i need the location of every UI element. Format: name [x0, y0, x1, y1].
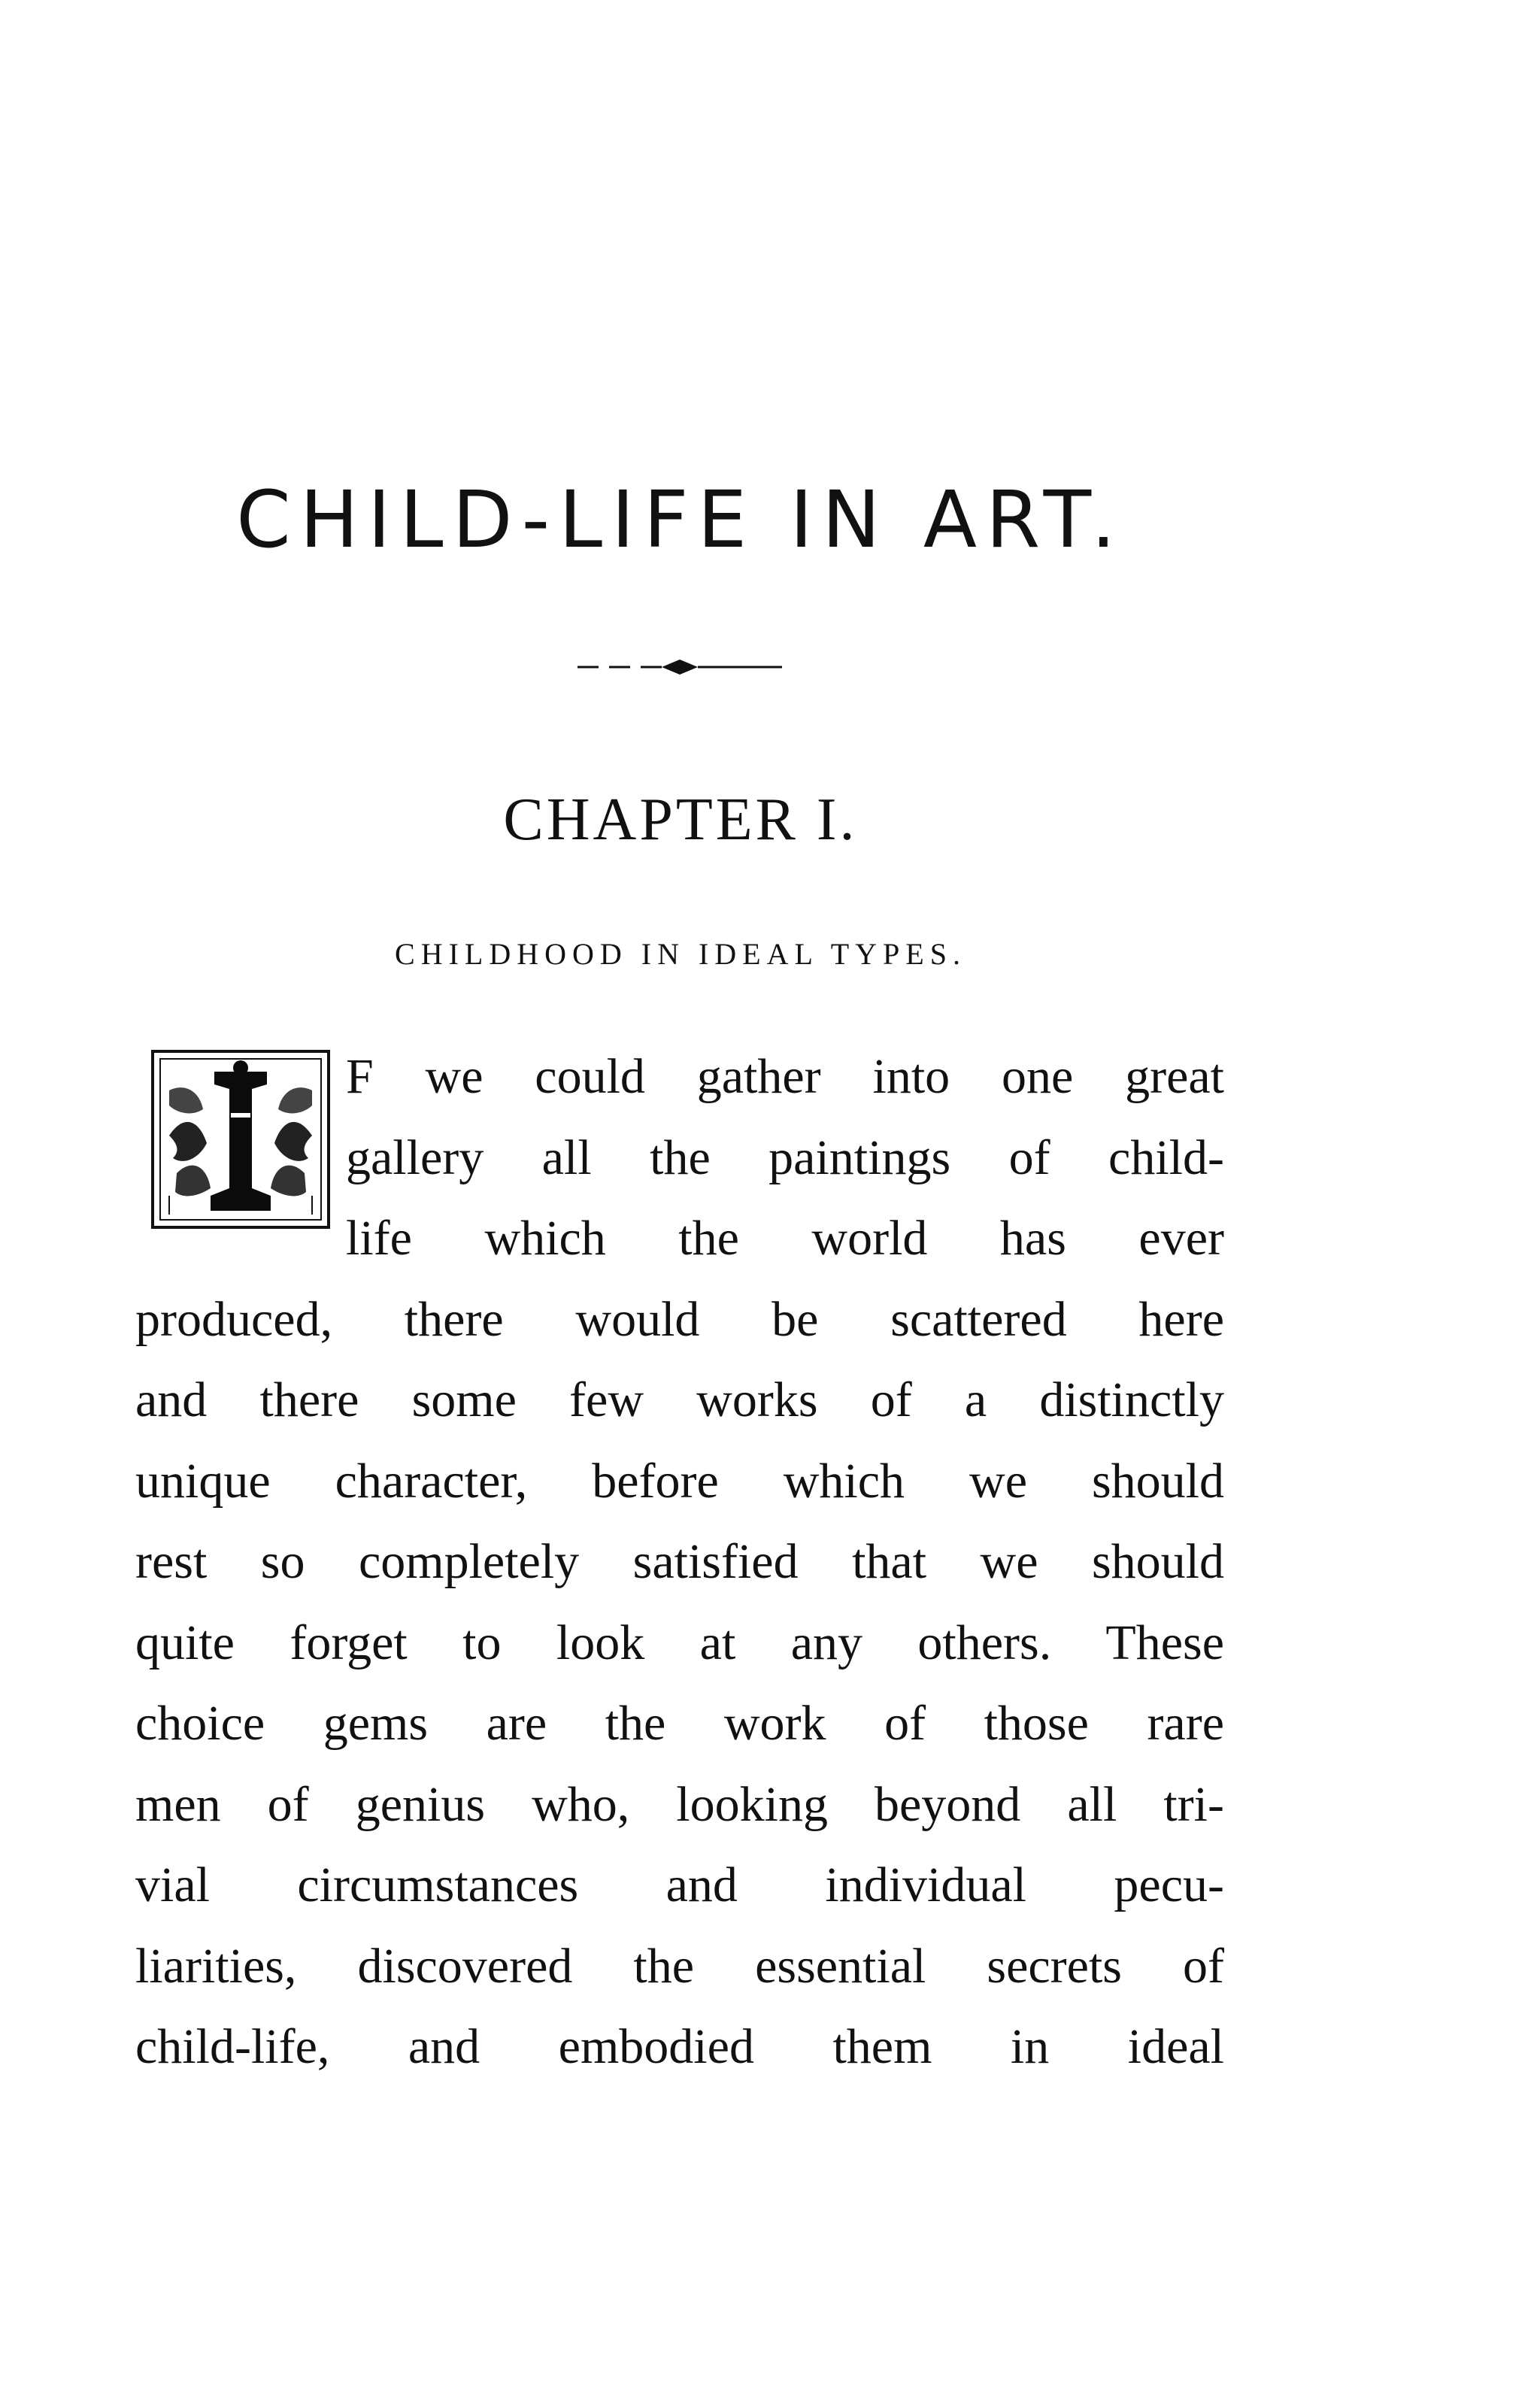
paragraph-line: choice gems are the work of those rare: [135, 1696, 1224, 1751]
paragraph-line: produced, there would be scattered here: [135, 1291, 1224, 1347]
chapter-heading: CHAPTER I.: [503, 787, 858, 853]
paragraph-line: unique character, before which we should: [135, 1453, 1224, 1509]
chapter-subtitle: CHILDHOOD IN IDEAL TYPES.: [395, 937, 966, 971]
paragraph-line: and there some few works of a distinctly: [135, 1372, 1224, 1427]
paragraph-line: rest so completely satisfied that we should: [135, 1534, 1224, 1589]
paragraph-line: liarities, discovered the essential secrets of: [135, 1938, 1224, 1994]
section-ornament: [578, 656, 782, 678]
paragraph-line: vial circumstances and individual pecu-: [135, 1858, 1224, 1912]
chapter-paragraph: [135, 1036, 1224, 2088]
paragraph-line: gallery all the paintings of child-: [346, 1130, 1224, 1185]
paragraph-line: child-life, and embodied them in ideal: [135, 2019, 1224, 2074]
book-title: CHILD-LIFE IN ART.: [236, 474, 1125, 566]
paragraph-line: F we could gather into one great: [346, 1049, 1224, 1104]
paragraph-line: quite forget to look at any others. These: [135, 1615, 1224, 1670]
paragraph-line: life which the world has ever: [346, 1211, 1224, 1266]
paragraph-line: men of genius who, looking beyond all tri-: [135, 1776, 1224, 1832]
